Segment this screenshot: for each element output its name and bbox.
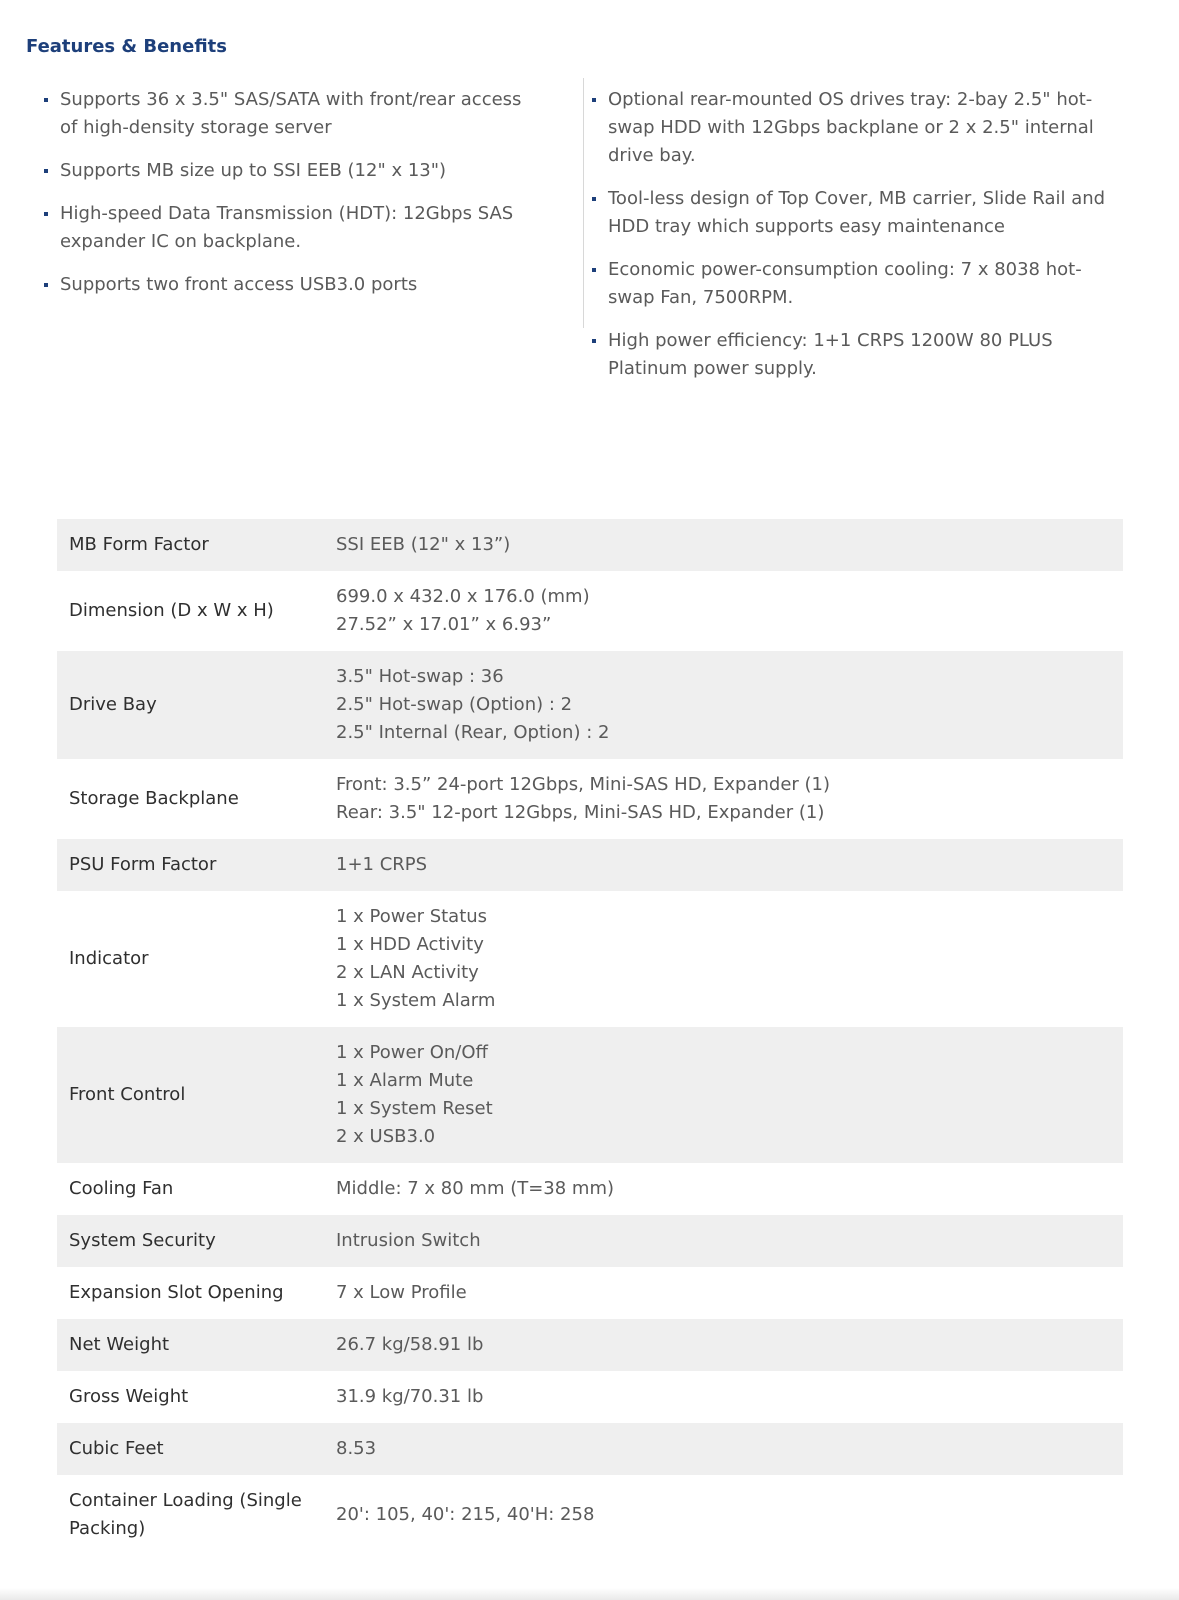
spec-label: System Security (69, 1230, 216, 1251)
features-right-column (592, 86, 1112, 398)
spec-value-line: 7 x Low Profile (336, 1282, 467, 1303)
feature-item (592, 256, 1112, 312)
spec-value-line: 31.9 kg/70.31 lb (336, 1386, 484, 1407)
table-row (57, 1267, 1123, 1319)
spec-label: Cooling Fan (69, 1178, 174, 1199)
feature-text: Optional rear-mounted OS drives tray: 2-bay 2.5" hot-swap HDD with 12Gbps backplane or 2 x 2.5" internal drive bay. (608, 89, 1094, 166)
feature-text: Economic power-consumption cooling: 7 x 8038 hot-swap Fan, 7500RPM. (608, 259, 1082, 308)
table-row (57, 1163, 1123, 1215)
table-row (57, 1027, 1123, 1163)
bullet-icon (44, 212, 48, 216)
feature-item (592, 185, 1112, 241)
spec-label: Indicator (69, 948, 149, 969)
features-left-list (44, 86, 544, 299)
spec-label: Front Control (69, 1084, 186, 1105)
table-row (57, 1371, 1123, 1423)
table-row (57, 571, 1123, 651)
spec-value (324, 1267, 1123, 1319)
spec-value-line: 1 x Alarm Mute (336, 1070, 474, 1091)
spec-label: Expansion Slot Opening (69, 1282, 284, 1303)
spec-value (324, 891, 1123, 1027)
spec-value (324, 1319, 1123, 1371)
table-row (57, 1423, 1123, 1475)
spec-label: Container Loading (Single Packing) (69, 1490, 302, 1539)
table-row (57, 1215, 1123, 1267)
spec-value-line: 2 x USB3.0 (336, 1126, 436, 1147)
spec-value (324, 1215, 1123, 1267)
spec-value-line: 1 x Power Status (336, 906, 488, 927)
spec-value-line: 26.7 kg/58.91 lb (336, 1334, 484, 1355)
bullet-icon (592, 98, 596, 102)
spec-label: Storage Backplane (69, 788, 239, 809)
table-row (57, 519, 1123, 571)
spec-value (324, 571, 1123, 651)
spec-value-line: 2.5" Hot-swap (Option) : 2 (336, 694, 573, 715)
spec-value (324, 1475, 1123, 1555)
feature-text: Supports 36 x 3.5" SAS/SATA with front/rear access of high-density storage server (60, 89, 522, 138)
feature-text: Supports MB size up to SSI EEB (12" x 13") (60, 160, 447, 181)
spec-label: Gross Weight (69, 1386, 189, 1407)
column-divider (583, 78, 584, 328)
spec-value-line: 1 x HDD Activity (336, 934, 484, 955)
features-section (44, 86, 1124, 406)
bullet-icon (592, 197, 596, 201)
features-title: Features & Benefits (26, 36, 227, 57)
spec-value-line: SSI EEB (12" x 13”) (336, 534, 511, 555)
feature-text: High power efficiency: 1+1 CRPS 1200W 80 PLUS Platinum power supply. (608, 330, 1053, 379)
spec-value (324, 651, 1123, 759)
feature-item (592, 86, 1112, 170)
spec-value-line: 20': 105, 40': 215, 40'H: 258 (336, 1504, 595, 1525)
spec-label: Drive Bay (69, 694, 157, 715)
bullet-icon (44, 169, 48, 173)
spec-label: MB Form Factor (69, 534, 209, 555)
spec-value-line: Rear: 3.5" 12-port 12Gbps, Mini-SAS HD, Expander (1) (336, 802, 825, 823)
spec-value-line: 3.5" Hot-swap : 36 (336, 666, 504, 687)
spec-label: PSU Form Factor (69, 854, 217, 875)
table-row (57, 759, 1123, 839)
spec-value (324, 1371, 1123, 1423)
spec-value-line: 1+1 CRPS (336, 854, 428, 875)
table-row (57, 839, 1123, 891)
spec-label: Dimension (D x W x H) (69, 600, 274, 621)
features-right-list (592, 86, 1112, 383)
bullet-icon (592, 268, 596, 272)
spec-value (324, 1027, 1123, 1163)
spec-value-line: 699.0 x 432.0 x 176.0 (mm) (336, 586, 590, 607)
feature-text: High-speed Data Transmission (HDT): 12Gbps SAS expander IC on backplane. (60, 203, 514, 252)
spec-value-line: 1 x Power On/Off (336, 1042, 488, 1063)
specifications-table (57, 519, 1123, 1555)
table-row (57, 651, 1123, 759)
feature-text: Tool-less design of Top Cover, MB carrier, Slide Rail and HDD tray which supports easy maintenance (608, 188, 1106, 237)
spec-value-line: 8.53 (336, 1438, 377, 1459)
spec-value-line: 1 x System Alarm (336, 990, 496, 1011)
bullet-icon (592, 339, 596, 343)
spec-value (324, 1163, 1123, 1215)
spec-value (324, 519, 1123, 571)
spec-label: Cubic Feet (69, 1438, 164, 1459)
spec-value (324, 759, 1123, 839)
table-row (57, 1475, 1123, 1555)
spec-value-line: 27.52” x 17.01” x 6.93” (336, 614, 552, 635)
spec-value-line: 1 x System Reset (336, 1098, 493, 1119)
features-left-column (44, 86, 544, 314)
feature-item (592, 327, 1112, 383)
bullet-icon (44, 283, 48, 287)
feature-item (44, 200, 544, 256)
spec-value-line: 2 x LAN Activity (336, 962, 479, 983)
spec-value-line: Front: 3.5” 24-port 12Gbps, Mini-SAS HD, Expander (1) (336, 774, 831, 795)
spec-value (324, 839, 1123, 891)
feature-item (44, 157, 544, 185)
spec-value-line: 2.5" Internal (Rear, Option) : 2 (336, 722, 610, 743)
bullet-icon (44, 98, 48, 102)
feature-item (44, 86, 544, 142)
table-row (57, 891, 1123, 1027)
spec-value-line: Intrusion Switch (336, 1230, 481, 1251)
table-row (57, 1319, 1123, 1371)
feature-text: Supports two front access USB3.0 ports (60, 274, 418, 295)
spec-value (324, 1423, 1123, 1475)
feature-item (44, 271, 544, 299)
spec-label: Net Weight (69, 1334, 170, 1355)
bottom-fade (0, 1588, 1179, 1600)
spec-value-line: Middle: 7 x 80 mm (T=38 mm) (336, 1178, 615, 1199)
